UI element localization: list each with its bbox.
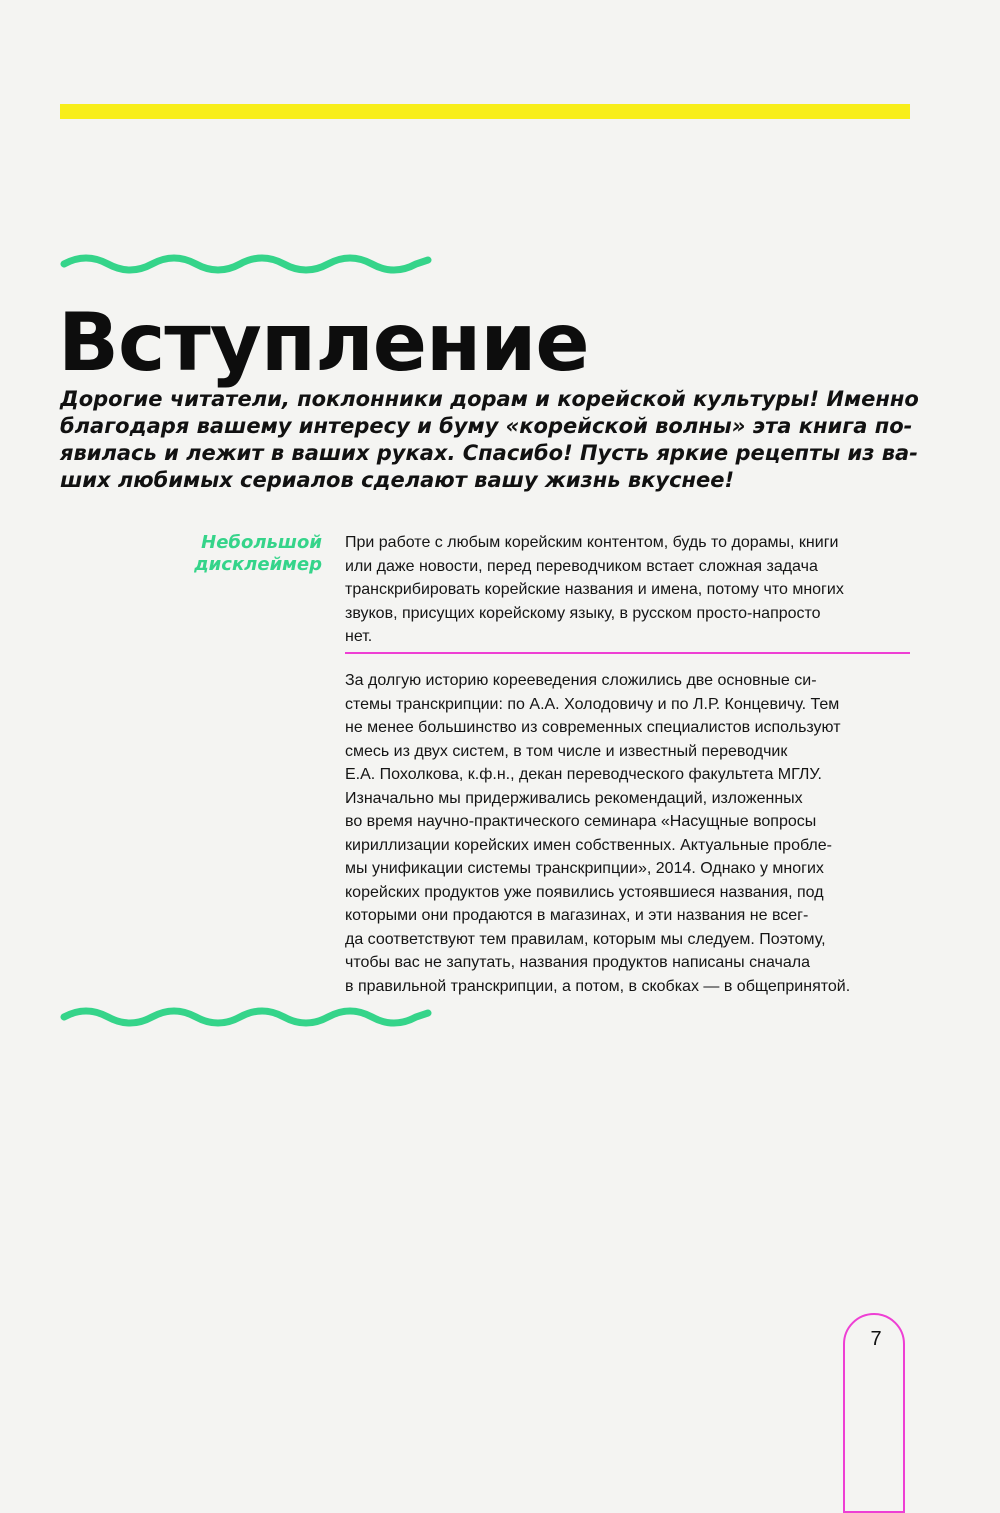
body-line: Е.А. Похолкова, к.ф.н., декан переводческого факультета МГЛУ.	[345, 766, 822, 783]
body-line: корейских продуктов уже появились устоявшиеся названия, под	[345, 883, 824, 901]
disclaimer-paragraph-2	[345, 669, 850, 998]
body-line: транскрибировать корейские названия и имена, потому что многих	[345, 581, 844, 598]
body-line: кириллизации корейских имен собственных. Актуальные пробле-	[345, 836, 832, 854]
page-number: 7	[870, 1328, 882, 1350]
disclaimer-paragraph-1	[345, 531, 844, 649]
body-line: нет.	[345, 628, 373, 645]
lead-paragraph	[60, 386, 919, 494]
body-line: в правильной транскрипции, а потом, в скобках — в общепринятой.	[345, 977, 851, 995]
body-line: или даже новости, перед переводчиком встает сложная задача	[345, 557, 818, 575]
disclaimer-label-line: дисклеймер	[194, 554, 322, 575]
body-line: Изначально мы придерживались рекомендаций, изложенных	[345, 789, 803, 807]
lead-line: благодаря вашему интересу и буму «корейской волны» эта книга по-	[60, 414, 913, 438]
top-accent-bar	[60, 104, 910, 119]
body-line: звуков, присущих корейскому языку, в русском просто-напросто	[345, 604, 821, 622]
lead-line: Дорогие читатели, поклонники дорам и корейской культуры! Именно	[60, 387, 919, 411]
top-wave-decoration	[60, 248, 432, 278]
body-line: во время научно-практического семинара «Насущные вопросы	[345, 813, 817, 830]
body-line: мы унификации системы транскрипции», 2014. Однако у многих	[345, 860, 824, 877]
body-line: не менее большинство из современных специалистов используют	[345, 719, 841, 736]
page-title: Вступление	[58, 296, 589, 389]
lead-line: явилась и лежит в ваших руках. Спасибо! Пусть яркие рецепты из ва-	[60, 441, 918, 465]
body-line: При работе с любым корейским контентом, будь то дорамы, книги	[345, 534, 839, 551]
body-line: смесь из двух систем, в том числе и известный переводчик	[345, 742, 788, 760]
body-line: которыми они продаются в магазинах, и эти названия не всег-	[345, 907, 809, 924]
bottom-wave-decoration	[60, 1001, 432, 1031]
disclaimer-label-line: Небольшой	[201, 532, 322, 553]
section-divider	[345, 652, 910, 654]
body-line: да соответствуют тем правилам, которым мы следуем. Поэтому,	[345, 930, 826, 948]
disclaimer-label	[194, 532, 322, 576]
body-line: чтобы вас не запутать, названия продуктов написаны сначала	[345, 954, 810, 971]
lead-line: ших любимых сериалов сделают вашу жизнь вкуснее!	[60, 468, 735, 492]
body-line: За долгую историю корееведения сложились две основные си-	[345, 672, 817, 689]
body-line: стемы транскрипции: по А.А. Холодовичу и по Л.Р. Концевичу. Тем	[345, 695, 840, 713]
